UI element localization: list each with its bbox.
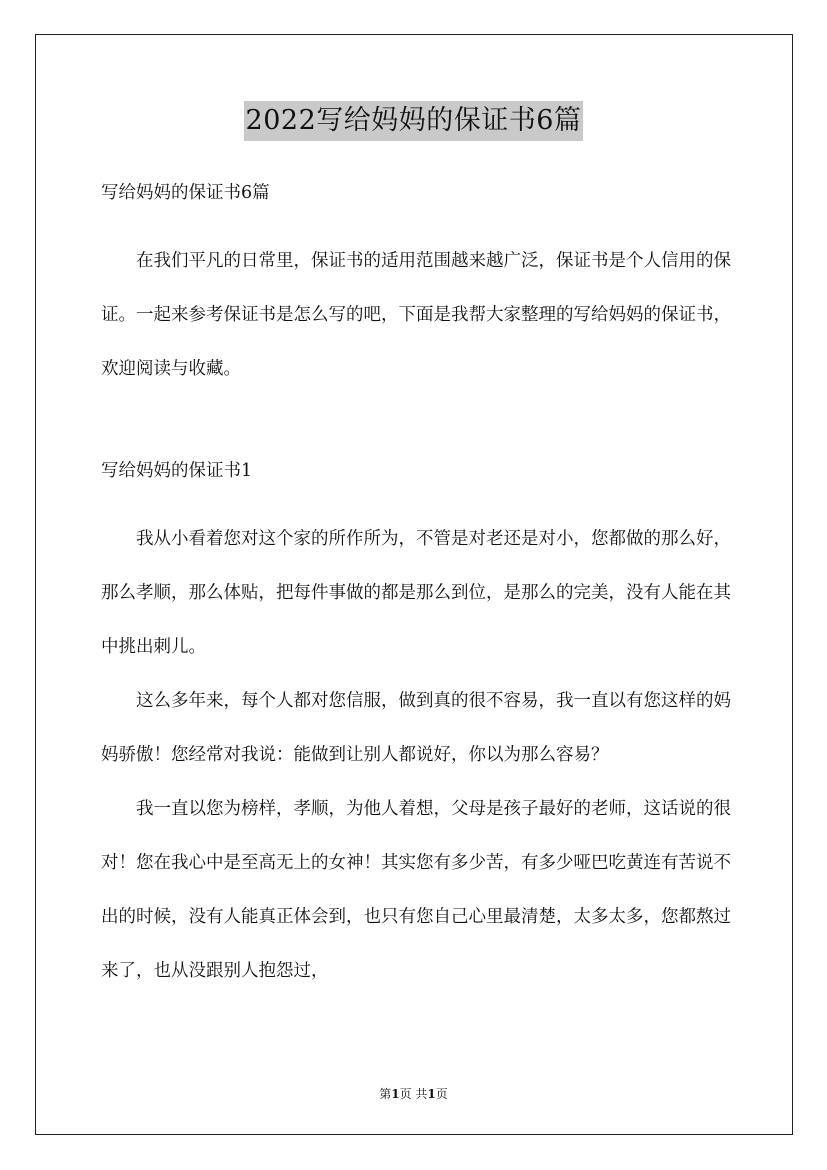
section-heading: 写给妈妈的保证书1	[101, 461, 253, 481]
page-number-mid: 页 共	[399, 1087, 428, 1101]
page-number-prefix: 第	[379, 1087, 392, 1101]
page-number-suffix: 页	[435, 1087, 448, 1101]
document-title: 2022写给妈妈的保证书6篇	[244, 101, 584, 141]
document-subtitle: 写给妈妈的保证书6篇	[101, 183, 270, 203]
document-body	[101, 178, 731, 998]
body-paragraph: 我一直以您为榜样，孝顺，为他人着想，父母是孩子最好的老师，这话说的很对！您在我心中是至高无上的女神！其实您有多少苦，有多少哑巴吃黄连有苦说不出的时候，没有人能真正体会到，也只有您自己心里最清楚，太多太多，您都熬过来了，也从没跟别人抱怨过，	[101, 799, 731, 981]
body-paragraph: 我从小看着您对这个家的所作所为，不管是对老还是对小，您都做的那么好，那么孝顺，那么体贴，把每件事做的都是那么到位，是那么的完美，没有人能在其中挑出刺儿。	[101, 529, 731, 657]
body-paragraph: 这么多年来，每个人都对您信服，做到真的很不容易，我一直以有您这样的妈妈骄傲！您经常对我说：能做到让别人都说好，你以为那么容易？	[101, 691, 731, 765]
total-page-number: 1	[427, 1087, 436, 1101]
page-footer	[0, 1085, 827, 1102]
intro-paragraph: 在我们平凡的日常里，保证书的适用范围越来越广泛，保证书是个人信用的保证。一起来参考保证书是怎么写的吧，下面是我帮大家整理的写给妈妈的保证书，欢迎阅读与收藏。	[101, 251, 731, 379]
title-area	[0, 101, 827, 141]
current-page-number: 1	[391, 1087, 400, 1101]
